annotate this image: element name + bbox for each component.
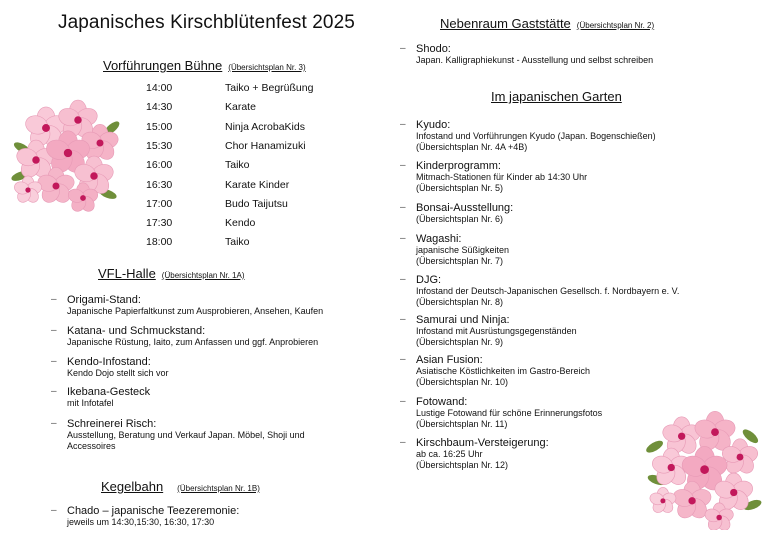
item-name: Kendo-Infostand: xyxy=(67,356,151,368)
list-item xyxy=(400,43,654,66)
schedule-time: 15:00 xyxy=(146,120,173,133)
schedule-act: Ninja AcrobaKids xyxy=(225,120,305,133)
item-description: Infostand mit Ausrüstungsgegenständen xyxy=(416,326,577,336)
list-item xyxy=(400,274,680,308)
cherry-blossom-right-icon xyxy=(640,405,765,530)
item-name: Kinderprogramm: xyxy=(416,160,501,172)
item-description: Asiatische Köstlichkeiten im Gastro-Bereich xyxy=(416,366,591,376)
bullet-dash: – xyxy=(400,202,406,213)
bullet-dash: – xyxy=(51,386,57,397)
list-item xyxy=(400,354,591,388)
bullet-dash: – xyxy=(400,233,406,244)
item-description: (Übersichtsplan Nr. 4A +4B) xyxy=(416,142,528,152)
item-name: Schreinerei Risch: xyxy=(67,418,157,430)
schedule-time: 17:30 xyxy=(146,217,173,230)
bullet-dash: – xyxy=(400,43,406,54)
schedule-act: Taiko xyxy=(225,236,250,249)
schedule-time: 16:30 xyxy=(146,178,173,191)
item-name: Fotowand: xyxy=(416,396,468,408)
list-item xyxy=(51,505,240,528)
section-heading-nebenraum xyxy=(440,16,654,31)
schedule-time: 17:00 xyxy=(146,197,173,210)
section-ref: (Übersichtsplan Nr. 2) xyxy=(576,21,655,30)
bullet-dash: – xyxy=(51,356,57,367)
item-name: Shodo: xyxy=(416,43,451,55)
list-item xyxy=(400,160,588,194)
bullet-dash: – xyxy=(400,274,406,285)
item-description: (Übersichtsplan Nr. 5) xyxy=(416,183,504,193)
cherry-blossom-left-icon xyxy=(8,98,128,218)
item-description: jeweils um 14:30,15:30, 16:30, 17:30 xyxy=(67,517,215,527)
section-ref: (Übersichtsplan Nr. 1B) xyxy=(177,484,260,493)
item-name: Origami-Stand: xyxy=(67,294,141,306)
section-title: Vorführungen Bühne xyxy=(103,58,223,73)
item-name: Kirschbaum-Versteigerung: xyxy=(416,437,549,449)
bullet-dash: – xyxy=(51,418,57,429)
list-item xyxy=(400,202,514,225)
section-heading-garten xyxy=(491,89,622,104)
list-item xyxy=(51,325,319,348)
section-heading-kegelbahn xyxy=(101,479,260,494)
item-name: Katana- und Schmuckstand: xyxy=(67,325,206,337)
item-name: Asian Fusion: xyxy=(416,354,483,366)
bullet-dash: – xyxy=(400,354,406,365)
item-description: Kendo Dojo stellt sich vor xyxy=(67,368,169,378)
section-ref: (Übersichtsplan Nr. 3) xyxy=(228,63,306,72)
bullet-dash: – xyxy=(51,325,57,336)
schedule-act: Karate xyxy=(225,101,256,114)
item-description: Infostand und Vorführungen Kyudo (Japan. Bogenschießen) xyxy=(416,131,656,141)
section-title: Kegelbahn xyxy=(101,479,164,494)
item-name: Bonsai-Ausstellung: xyxy=(416,202,514,214)
section-heading-buehne xyxy=(103,58,306,73)
list-item xyxy=(400,119,656,153)
item-description: Japanische Rüstung, Iaito, zum Anfassen und ggf. Anprobieren xyxy=(67,337,319,347)
bullet-dash: – xyxy=(51,505,57,516)
item-description: (Übersichtsplan Nr. 6) xyxy=(416,214,504,224)
list-item xyxy=(51,356,169,379)
section-title: Nebenraum Gaststätte xyxy=(440,16,571,31)
schedule-act: Budo Taijutsu xyxy=(225,197,288,210)
item-name: Wagashi: xyxy=(416,233,462,245)
schedule-time: 15:30 xyxy=(146,139,173,152)
schedule-time: 14:00 xyxy=(146,82,173,94)
item-description: (Übersichtsplan Nr. 9) xyxy=(416,337,504,347)
schedule-act: Karate Kinder xyxy=(225,178,290,191)
bullet-dash: – xyxy=(400,119,406,130)
list-item xyxy=(400,233,510,267)
schedule-time: 16:00 xyxy=(146,159,173,172)
item-description: Japanische Papierfaltkunst zum Ausprobieren, Ansehen, Kaufen xyxy=(67,306,324,316)
item-description: (Übersichtsplan Nr. 12) xyxy=(416,460,509,470)
list-item xyxy=(51,386,151,409)
item-description: (Übersichtsplan Nr. 10) xyxy=(416,377,509,387)
item-description: ab ca. 16:25 Uhr xyxy=(416,449,483,459)
schedule-time: 18:00 xyxy=(146,236,173,249)
bullet-dash: – xyxy=(400,396,406,407)
list-item xyxy=(400,396,603,430)
bullet-dash: – xyxy=(51,294,57,305)
item-description: Lustige Fotowand für schöne Erinnerungsfotos xyxy=(416,408,603,418)
section-title: Im japanischen Garten xyxy=(491,89,622,104)
item-description: Mitmach-Stationen für Kinder ab 14:30 Uhr xyxy=(416,172,588,182)
section-title: VFL-Halle xyxy=(98,266,156,281)
section-ref: (Übersichtsplan Nr. 1A) xyxy=(161,271,245,280)
item-description: (Übersichtsplan Nr. 7) xyxy=(416,256,504,266)
list-item xyxy=(400,437,549,471)
item-description: Infostand der Deutsch-Japanischen Gesellsch. f. Nordbayern e. V. xyxy=(416,286,680,296)
item-name: Samurai und Ninja: xyxy=(416,314,510,326)
item-description: japanische Süßigkeiten xyxy=(416,245,510,255)
section-heading-vfl xyxy=(98,266,245,281)
list-item xyxy=(400,314,577,348)
item-name: Ikebana-Gesteck xyxy=(67,386,151,398)
page-title: Japanisches Kirschblütenfest 2025 xyxy=(58,12,355,33)
item-name: Kyudo: xyxy=(416,119,451,131)
item-description: Ausstellung, Beratung und Verkauf Japan. Möbel, Shoji und xyxy=(67,430,305,440)
schedule-act: Taiko xyxy=(225,159,250,172)
item-description: (Übersichtsplan Nr. 11) xyxy=(416,419,508,429)
item-name: DJG: xyxy=(416,274,442,286)
list-item xyxy=(51,418,305,452)
schedule-act: Taiko + Begrüßung xyxy=(225,82,314,94)
bullet-dash: – xyxy=(400,160,406,171)
item-description: (Übersichtsplan Nr. 8) xyxy=(416,297,504,307)
schedule-act: Kendo xyxy=(225,217,256,230)
schedule-act: Chor Hanamizuki xyxy=(225,139,306,152)
item-description: mit Infotafel xyxy=(67,398,114,408)
list-item xyxy=(51,294,324,317)
item-name: Chado – japanische Teezeremonie: xyxy=(67,505,240,517)
bullet-dash: – xyxy=(400,437,406,448)
schedule-time: 14:30 xyxy=(146,101,173,114)
bullet-dash: – xyxy=(400,314,406,325)
item-description: Accessoires xyxy=(67,441,116,451)
item-description: Japan. Kalligraphiekunst - Ausstellung und selbst schreiben xyxy=(416,55,654,65)
